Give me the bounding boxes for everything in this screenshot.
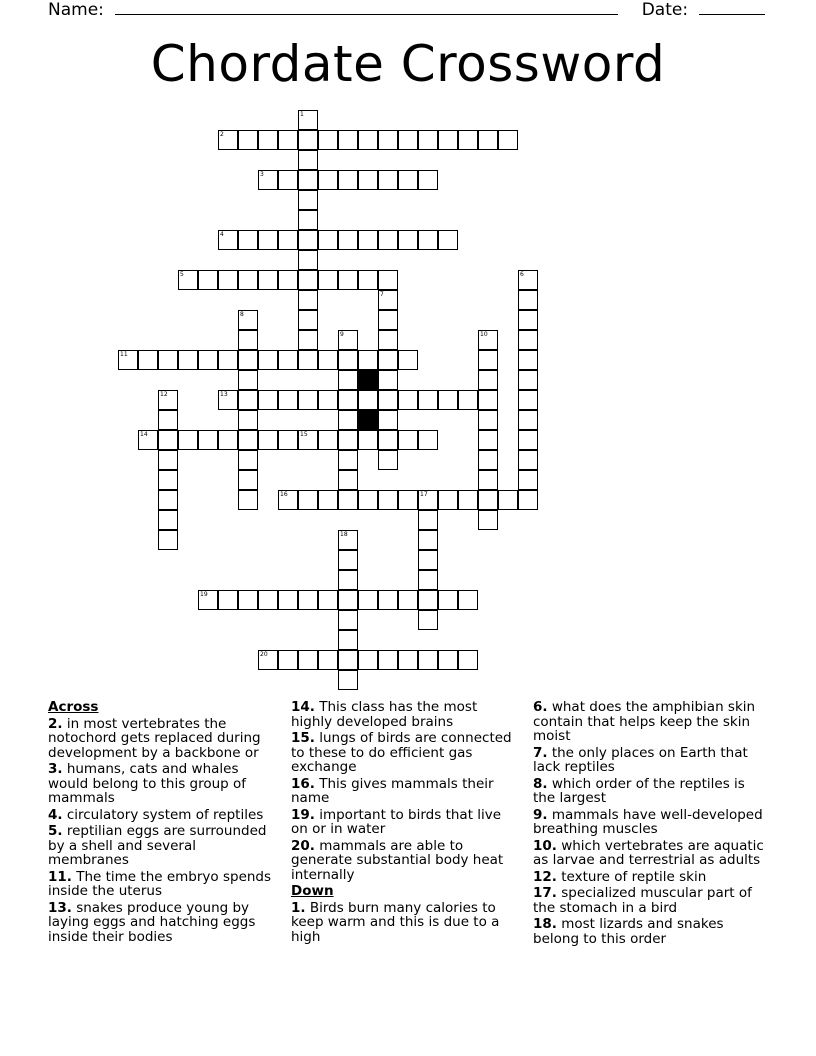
clue-number: 17. [533, 885, 557, 901]
black-square [358, 370, 378, 390]
crossword-cell[interactable] [298, 310, 318, 330]
crossword-cell[interactable] [318, 430, 338, 450]
crossword-cell[interactable] [178, 350, 198, 370]
crossword-cell[interactable] [218, 270, 238, 290]
crossword-cell[interactable] [518, 410, 538, 430]
cell-number: 17 [420, 491, 428, 498]
clue-text: most lizards and snakes belong to this order [533, 916, 724, 947]
crossword-cell[interactable] [378, 490, 398, 510]
crossword-cell[interactable] [258, 590, 278, 610]
crossword-cell[interactable] [158, 450, 178, 470]
crossword-cell[interactable] [438, 390, 458, 410]
crossword-cell[interactable] [258, 350, 278, 370]
crossword-cell[interactable] [178, 270, 198, 290]
crossword-cell[interactable] [338, 470, 358, 490]
crossword-cell[interactable] [438, 590, 458, 610]
clue [48, 901, 274, 945]
clue-text: important to birds that live on or in water [291, 806, 502, 837]
crossword-cell[interactable] [298, 430, 318, 450]
crossword-cell[interactable] [478, 330, 498, 350]
crossword-cell[interactable] [398, 650, 418, 670]
crossword-cell[interactable] [338, 550, 358, 570]
crossword-cell[interactable] [278, 490, 298, 510]
clue [533, 777, 765, 806]
crossword-cell[interactable] [518, 350, 538, 370]
crossword-cell[interactable] [518, 370, 538, 390]
crossword-cell[interactable] [478, 450, 498, 470]
crossword-cell[interactable] [378, 450, 398, 470]
clue-number: 6. [533, 699, 548, 715]
cell-number: 10 [480, 331, 488, 338]
clue [48, 824, 274, 868]
crossword-cell[interactable] [458, 490, 478, 510]
cell-number: 18 [340, 531, 348, 538]
crossword-cell[interactable] [438, 490, 458, 510]
crossword-cell[interactable] [298, 210, 318, 230]
crossword-cell[interactable] [158, 510, 178, 530]
crossword-cell[interactable] [478, 390, 498, 410]
crossword-cell[interactable] [518, 470, 538, 490]
clue [291, 808, 519, 837]
clue-number: 5. [48, 823, 63, 839]
crossword-cell[interactable] [278, 170, 298, 190]
crossword-cell[interactable] [518, 290, 538, 310]
clue-text: texture of reptile skin [556, 868, 707, 885]
clue-number: 13. [48, 899, 72, 916]
clue [533, 808, 765, 837]
crossword-cell[interactable] [518, 270, 538, 290]
crossword-cell[interactable] [518, 430, 538, 450]
crossword-cell[interactable] [238, 490, 258, 510]
black-square [358, 410, 378, 430]
crossword-cell[interactable] [438, 650, 458, 670]
crossword-cell[interactable] [298, 150, 318, 170]
crossword-cell[interactable] [438, 130, 458, 150]
clue-number: 3. [48, 761, 63, 777]
cell-number: 13 [220, 391, 228, 398]
crossword-cell[interactable] [338, 670, 358, 690]
crossword-cell[interactable] [418, 590, 438, 610]
crossword-cell[interactable] [298, 290, 318, 310]
crossword-cell[interactable] [218, 230, 238, 250]
clue [48, 717, 274, 761]
crossword-cell[interactable] [378, 430, 398, 450]
clues-column-3 [533, 700, 765, 948]
crossword-cell[interactable] [238, 230, 258, 250]
clue-text: This class has the most highly developed brains [291, 699, 478, 730]
cell-number: 19 [200, 591, 208, 598]
crossword-cell[interactable] [318, 130, 338, 150]
crossword-cell[interactable] [158, 470, 178, 490]
date-label: Date: [641, 0, 689, 20]
crossword-cell[interactable] [238, 450, 258, 470]
crossword-cell[interactable] [338, 490, 358, 510]
crossword-cell[interactable] [298, 490, 318, 510]
crossword-cell[interactable] [378, 270, 398, 290]
crossword-cell[interactable] [258, 270, 278, 290]
across-heading: Across [48, 699, 99, 715]
crossword-cell[interactable] [358, 490, 378, 510]
crossword-cell[interactable] [418, 430, 438, 450]
clue [48, 808, 274, 823]
crossword-cell[interactable] [338, 130, 358, 150]
crossword-cell[interactable] [478, 510, 498, 530]
crossword-cell[interactable] [338, 270, 358, 290]
crossword-cell[interactable] [138, 350, 158, 370]
crossword-cell[interactable] [318, 350, 338, 370]
cell-number: 7 [380, 291, 384, 298]
clue-text: Birds burn many calories to keep warm and this is due to a high [291, 899, 500, 945]
clue-text: in most vertebrates the notochord gets replaced during development by a backbone or [48, 715, 261, 761]
cell-number: 3 [260, 171, 264, 178]
crossword-cell[interactable] [278, 590, 298, 610]
clue [533, 886, 765, 915]
crossword-cell[interactable] [378, 290, 398, 310]
clue-number: 7. [533, 744, 548, 761]
crossword-cell[interactable] [298, 190, 318, 210]
crossword-cell[interactable] [238, 350, 258, 370]
clue-number: 9. [533, 806, 548, 823]
clue-text: mammals have well-developed breathing muscles [533, 806, 763, 837]
cell-number: 15 [300, 431, 308, 438]
crossword-cell[interactable] [478, 490, 498, 510]
clue [291, 901, 519, 945]
crossword-cell[interactable] [378, 170, 398, 190]
crossword-cell[interactable] [238, 270, 258, 290]
crossword-cell[interactable] [278, 130, 298, 150]
crossword-cell[interactable] [358, 650, 378, 670]
clue [48, 870, 274, 899]
crossword-cell[interactable] [298, 170, 318, 190]
crossword-cell[interactable] [378, 230, 398, 250]
clue [291, 700, 519, 729]
crossword-cell[interactable] [278, 270, 298, 290]
crossword-cell[interactable] [458, 650, 478, 670]
crossword-cell[interactable] [478, 350, 498, 370]
crossword-cell[interactable] [398, 350, 418, 370]
crossword-cell[interactable] [378, 310, 398, 330]
crossword-cell[interactable] [338, 410, 358, 430]
clue [291, 839, 519, 883]
crossword-cell[interactable] [198, 270, 218, 290]
crossword-cell[interactable] [278, 650, 298, 670]
crossword-cell[interactable] [398, 170, 418, 190]
crossword-cell[interactable] [298, 130, 318, 150]
crossword-cell[interactable] [338, 630, 358, 650]
crossword-cell[interactable] [458, 590, 478, 610]
crossword-cell[interactable] [238, 390, 258, 410]
crossword-cell[interactable] [358, 390, 378, 410]
crossword-cell[interactable] [418, 510, 438, 530]
crossword-cell[interactable] [258, 430, 278, 450]
clue-number: 4. [48, 806, 63, 823]
crossword-cell[interactable] [378, 370, 398, 390]
crossword-cell[interactable] [198, 590, 218, 610]
crossword-cell[interactable] [258, 170, 278, 190]
cell-number: 11 [120, 351, 128, 358]
clue [291, 731, 519, 775]
crossword-cell[interactable] [378, 390, 398, 410]
crossword-cell[interactable] [418, 130, 438, 150]
clue-number: 15. [291, 730, 315, 746]
cell-number: 16 [280, 491, 288, 498]
crossword-cell[interactable] [338, 330, 358, 350]
crossword-cell[interactable] [238, 470, 258, 490]
crossword-cell[interactable] [418, 530, 438, 550]
clues-column-1 [48, 700, 274, 946]
crossword-cell[interactable] [278, 430, 298, 450]
clue-number: 8. [533, 775, 548, 792]
crossword-cell[interactable] [318, 650, 338, 670]
crossword-cell[interactable] [498, 130, 518, 150]
clue-text: humans, cats and whales would belong to this group of mammals [48, 761, 247, 806]
crossword-cell[interactable] [418, 550, 438, 570]
crossword-cell[interactable] [158, 490, 178, 510]
crossword-cell[interactable] [378, 330, 398, 350]
cell-number: 5 [180, 271, 184, 278]
crossword-cell[interactable] [358, 230, 378, 250]
crossword-cell[interactable] [458, 130, 478, 150]
crossword-cell[interactable] [238, 590, 258, 610]
crossword-cell[interactable] [338, 450, 358, 470]
cell-number: 4 [220, 231, 224, 238]
crossword-cell[interactable] [338, 350, 358, 370]
crossword-cell[interactable] [338, 610, 358, 630]
crossword-cell[interactable] [478, 370, 498, 390]
crossword-cell[interactable] [418, 650, 438, 670]
crossword-cell[interactable] [438, 230, 458, 250]
crossword-cell[interactable] [218, 350, 238, 370]
clue [291, 777, 519, 806]
crossword-cell[interactable] [358, 350, 378, 370]
crossword-cell[interactable] [318, 170, 338, 190]
crossword-cell[interactable] [258, 650, 278, 670]
crossword-cell[interactable] [398, 590, 418, 610]
crossword-cell[interactable] [298, 350, 318, 370]
clue-text: circulatory system of reptiles [62, 806, 264, 823]
crossword-cell[interactable] [238, 430, 258, 450]
crossword-cell[interactable] [378, 410, 398, 430]
crossword-cell[interactable] [318, 590, 338, 610]
clue [533, 870, 765, 885]
crossword-cell[interactable] [398, 430, 418, 450]
clue [533, 700, 765, 744]
crossword-cell[interactable] [158, 430, 178, 450]
clue [533, 839, 765, 868]
crossword-cell[interactable] [198, 430, 218, 450]
crossword-cell[interactable] [238, 410, 258, 430]
crossword-cell[interactable] [378, 650, 398, 670]
crossword-cell[interactable] [258, 390, 278, 410]
crossword-cell[interactable] [518, 450, 538, 470]
clue-text: the only places on Earth that lack reptiles [533, 744, 748, 775]
crossword-cell[interactable] [298, 110, 318, 130]
crossword-cell[interactable] [358, 270, 378, 290]
crossword-cell[interactable] [278, 390, 298, 410]
crossword-cell[interactable] [478, 470, 498, 490]
down-heading: Down [291, 883, 334, 899]
clues-column-2 [291, 700, 519, 946]
clue-text: which vertebrates are aquatic as larvae and terrestrial as adults [533, 837, 764, 868]
clue-number: 2. [48, 715, 63, 732]
crossword-cell[interactable] [418, 570, 438, 590]
clue-number: 12. [533, 868, 557, 885]
crossword-cell[interactable] [258, 230, 278, 250]
clue-text: reptilian eggs are surrounded by a shell and several membranes [48, 823, 267, 868]
crossword-cell[interactable] [318, 490, 338, 510]
clue-text: what does the amphibian skin contain that helps keep the skin moist [533, 699, 756, 744]
crossword-cell[interactable] [478, 410, 498, 430]
crossword-cell[interactable] [518, 330, 538, 350]
crossword-cell[interactable] [318, 230, 338, 250]
crossword-cell[interactable] [218, 590, 238, 610]
cell-number: 8 [240, 311, 244, 318]
crossword-cell[interactable] [298, 590, 318, 610]
clue-number: 20. [291, 837, 315, 854]
crossword-cell[interactable] [278, 350, 298, 370]
crossword-cell[interactable] [238, 370, 258, 390]
crossword-cell[interactable] [418, 170, 438, 190]
crossword-cell[interactable] [198, 350, 218, 370]
crossword-cell[interactable] [418, 490, 438, 510]
crossword-cell[interactable] [218, 430, 238, 450]
clue-text: mammals are able to generate substantial body heat internally [291, 837, 504, 883]
crossword-cell[interactable] [318, 270, 338, 290]
crossword-cell[interactable] [218, 390, 238, 410]
clue-text: lungs of birds are connected to these to do efficient gas exchange [291, 730, 512, 775]
crossword-cell[interactable] [218, 130, 238, 150]
name-label: Name: [48, 0, 104, 20]
crossword-cell[interactable] [338, 170, 358, 190]
crossword-cell[interactable] [358, 590, 378, 610]
crossword-cell[interactable] [478, 430, 498, 450]
crossword-cell[interactable] [298, 650, 318, 670]
crossword-cell[interactable] [238, 330, 258, 350]
crossword-cell[interactable] [158, 350, 178, 370]
crossword-cell[interactable] [138, 430, 158, 450]
crossword-cell[interactable] [338, 370, 358, 390]
crossword-cell[interactable] [418, 390, 438, 410]
crossword-cell[interactable] [358, 430, 378, 450]
crossword-cell[interactable] [398, 130, 418, 150]
crossword-cell[interactable] [418, 610, 438, 630]
crossword-cell[interactable] [298, 270, 318, 290]
crossword-cell[interactable] [158, 530, 178, 550]
crossword-cell[interactable] [358, 170, 378, 190]
crossword-cell[interactable] [378, 590, 398, 610]
crossword-cell[interactable] [398, 390, 418, 410]
crossword-cell[interactable] [338, 230, 358, 250]
cell-number: 20 [260, 651, 268, 658]
crossword-cell[interactable] [258, 130, 278, 150]
page-title: Chordate Crossword [150, 35, 666, 93]
clue-text: The time the embryo spends inside the uterus [48, 868, 272, 899]
crossword-cell[interactable] [378, 350, 398, 370]
crossword-cell[interactable] [158, 390, 178, 410]
crossword-cell[interactable] [278, 230, 298, 250]
crossword-cell[interactable] [518, 390, 538, 410]
clue-text: which order of the reptiles is the largest [533, 775, 745, 806]
crossword-cell[interactable] [518, 490, 538, 510]
crossword-cell[interactable] [238, 310, 258, 330]
crossword-cell[interactable] [158, 410, 178, 430]
crossword-cell[interactable] [338, 590, 358, 610]
clue-number: 18. [533, 916, 557, 932]
clue-text: This gives mammals their name [291, 775, 494, 806]
crossword-cell[interactable] [518, 310, 538, 330]
crossword-cell[interactable] [338, 390, 358, 410]
crossword-cell[interactable] [398, 490, 418, 510]
crossword-cell[interactable] [338, 570, 358, 590]
crossword-cell[interactable] [298, 230, 318, 250]
cell-number: 12 [160, 391, 168, 398]
crossword-cell[interactable] [338, 650, 358, 670]
crossword-cell[interactable] [178, 430, 198, 450]
crossword-cell[interactable] [338, 430, 358, 450]
crossword-cell[interactable] [318, 390, 338, 410]
crossword-cell[interactable] [378, 130, 398, 150]
clue-number: 10. [533, 837, 557, 854]
crossword-cell[interactable] [298, 250, 318, 270]
clue-number: 19. [291, 806, 315, 823]
clue [533, 746, 765, 775]
cell-number: 2 [220, 131, 224, 138]
crossword-cell[interactable] [418, 230, 438, 250]
crossword-cell[interactable] [498, 490, 518, 510]
clue [533, 917, 765, 946]
crossword-cell[interactable] [398, 230, 418, 250]
crossword-cell[interactable] [238, 130, 258, 150]
clue-number: 16. [291, 775, 315, 792]
crossword-cell[interactable] [338, 530, 358, 550]
clue [48, 762, 274, 806]
clue-number: 1. [291, 899, 306, 916]
crossword-cell[interactable] [478, 130, 498, 150]
crossword-cell[interactable] [298, 330, 318, 350]
clue-text: specialized muscular part of the stomach in a bird [533, 885, 752, 916]
cell-number: 9 [340, 331, 344, 338]
crossword-cell[interactable] [298, 390, 318, 410]
cell-number: 14 [140, 431, 148, 438]
cell-number: 1 [300, 111, 304, 118]
crossword-cell[interactable] [118, 350, 138, 370]
clue-number: 14. [291, 699, 315, 715]
clue-number: 11. [48, 868, 72, 885]
crossword-cell[interactable] [458, 390, 478, 410]
clue-text: snakes produce young by laying eggs and hatching eggs inside their bodies [48, 899, 256, 945]
crossword-cell[interactable] [358, 130, 378, 150]
cell-number: 6 [520, 271, 524, 278]
